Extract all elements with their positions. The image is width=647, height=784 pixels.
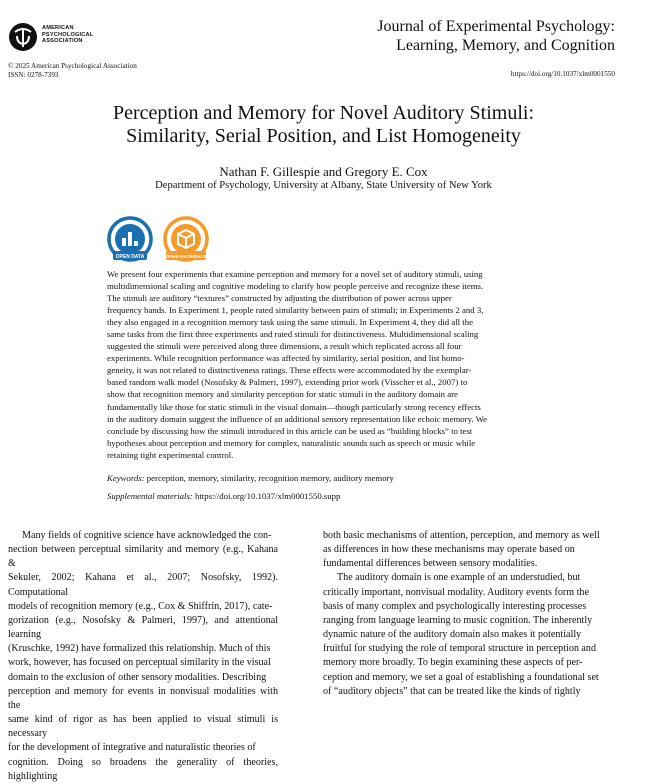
abstract-line: The stimuli are auditory “textures” constructed by adjusting the distribution of power across upper <box>107 293 452 304</box>
supplemental-link[interactable]: https://doi.org/10.1037/xlm0001550.supp <box>194 491 341 501</box>
keywords <box>107 472 527 484</box>
body-line: ranging from language learning to music cognition. The inherently <box>323 614 593 626</box>
body-line: dynamic nature of the auditory domain also makes it potentially <box>323 629 582 641</box>
body-line: models of recognition memory (e.g., Cox & Shiffrin, 2017), cate- <box>8 600 273 612</box>
open-materials-badge[interactable] <box>163 216 209 266</box>
abstract-line: multidimensional scaling and cognitive modeling to clarify how people perceive and recognize these items. <box>107 281 484 292</box>
abstract-line: same tasks from the first three experiments and rated stimuli for distinctiveness. Multidimensional scaling <box>107 329 479 340</box>
abstract-line: conclude by discussing how the stimuli introduced in this article can be used as “building blocks” to test <box>107 425 473 436</box>
open-data-label: OPEN DATA <box>115 254 145 260</box>
supplemental-materials <box>107 490 527 502</box>
apa-logo-text: AMERICAN PSYCHOLOGICAL ASSOCIATION <box>42 25 94 45</box>
abstract-line: they also engaged in a recognition memory task using the same stimuli. In Experiment 4, they did all the <box>107 317 473 328</box>
abstract <box>107 268 518 461</box>
body-line: Many fields of cognitive science have acknowledged the con- <box>22 530 272 541</box>
body-line: work, however, has focused on perceptual similarity in the visual <box>8 657 271 669</box>
issn: ISSN: 0278-7393 <box>8 70 59 79</box>
body-line: of “auditory objects” that can be treated like the kinds of tightly <box>323 685 581 697</box>
body-line: both basic mechanisms of attention, perception, and memory as well <box>323 530 600 541</box>
body-line: Sekuler, 2002; Kahana et al., 2007; Nosofsky, 1992). Computational <box>8 572 278 598</box>
body-line: same kind of rigor as has been applied to visual stimuli is necessary <box>8 714 278 740</box>
open-materials-label: OPEN MATERIALS <box>165 254 207 259</box>
body-right-column <box>323 529 616 699</box>
abstract-line: in the auditory domain suggest the influence of an additional sensory representation like echoic memory. We <box>107 413 488 424</box>
abstract-line: show that recognition memory and similarity perception for static stimuli in the auditory domain are <box>107 389 458 400</box>
abstract-line: retaining tight experimental control. <box>107 449 234 460</box>
copyright: © 2025 American Psychological Association <box>8 62 137 70</box>
body-line: perception and memory for events in nonvisual modalities with the <box>8 685 278 711</box>
journal-name: Journal of Experimental Psychology: Learning, Memory, and Cognition <box>377 18 615 54</box>
body-line: (Kruschke, 1992) have formalized this relationship. Much of this <box>8 643 271 655</box>
abstract-line: suggested the stimuli were perceived along three dimensions, a result which replicated across all four <box>107 341 462 352</box>
body-line: The auditory domain is one example of an understudied, but <box>337 572 581 584</box>
body-line: memory more broadly. To begin examining these aspects of per- <box>323 657 583 669</box>
body-line: ception and memory, we set a goal of establishing a foundational set <box>323 671 599 683</box>
body-line: critically important, nonvisual modality. Auditory events form the <box>323 586 589 598</box>
abstract-line: frequency bands. In Experiment 1, people rated similarity between pairs of stimuli; in Experiments 2 and 3, <box>107 305 484 316</box>
doi-link[interactable]: https://doi.org/10.1037/xlm0001550 <box>510 70 615 78</box>
apa-logo-icon <box>8 22 38 52</box>
body-line: as differences in how these mechanisms may operate based on <box>323 544 575 556</box>
article-title: Perception and Memory for Novel Auditory Stimuli: Similarity, Serial Position, and List Homogeneity <box>112 102 535 147</box>
abstract-line: hypotheses about perception and memory for complex, naturalistic sounds such as speech or music while <box>107 437 476 448</box>
open-data-badge[interactable] <box>107 216 153 266</box>
keywords-label: Keywords: <box>107 473 145 483</box>
body-line: fruitful for studying the role of temporal structure in perception and <box>323 643 597 655</box>
body-line: nection between perceptual similarity and memory (e.g., Kahana & <box>8 544 278 570</box>
body-line: for the development of integrative and naturalistic theories of <box>8 742 256 754</box>
body-line: domain to the exclusion of other sensory modalities. Describing <box>8 671 267 683</box>
abstract-line: geneity, it was not related to distinctiveness ratings. These effects were accommodated by the exemplar- <box>107 365 472 376</box>
abstract-line: experiments. While recognition performance was affected by similarity, serial position, and list homo- <box>107 353 465 364</box>
copyright-block <box>8 62 137 79</box>
affiliation: Department of Psychology, University at Albany, State University of New York <box>155 180 492 191</box>
keywords-text: perception, memory, similarity, recognition memory, auditory memory <box>146 473 394 483</box>
abstract-line: fundamentally like those for static stimuli in the visual domain—though particularly strong recency effects <box>107 401 481 412</box>
body-line: fundamental differences between sensory modalities. <box>323 558 538 570</box>
body-line: cognition. Doing so broadens the generality of theories, highlighting <box>8 756 278 782</box>
body-left-column <box>8 529 278 784</box>
body-line: basis of many complex and psychologically interesting processes <box>323 600 587 612</box>
body-line: gorization (e.g., Nosofsky & Palmeri, 1997), and attentional learning <box>8 614 278 641</box>
abstract-line: We present four experiments that examine perception and memory for a novel set of auditory stimuli, using <box>107 269 483 279</box>
abstract-line: based random walk model (Nosofsky & Palmeri, 1997), extending prior work (Visscher et al., 2007) to <box>107 377 468 388</box>
supplemental-label: Supplemental materials: <box>107 491 193 501</box>
authors: Nathan F. Gillespie and Gregory E. Cox <box>219 164 428 179</box>
